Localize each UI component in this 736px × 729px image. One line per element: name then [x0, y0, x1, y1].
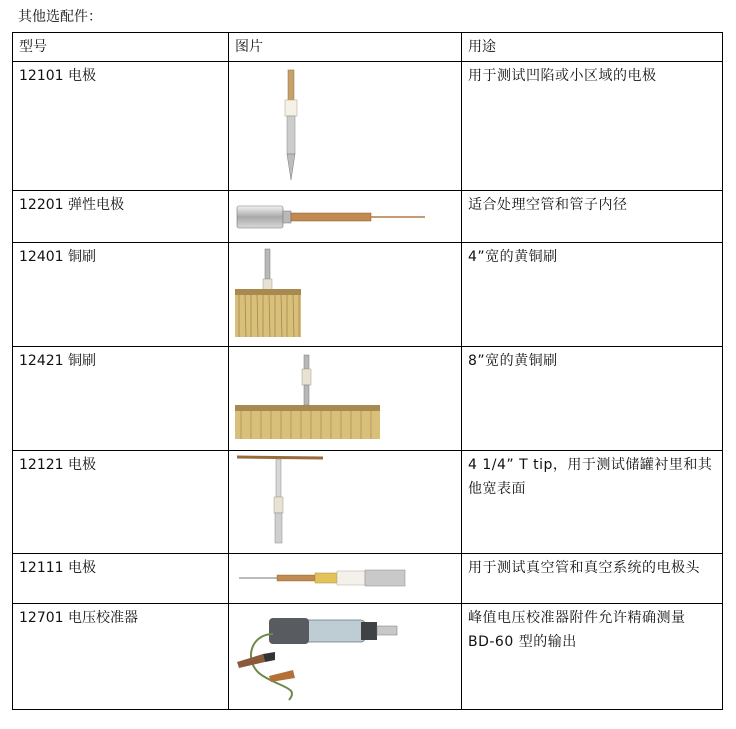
table-row: [13, 191, 723, 243]
table-row: [13, 554, 723, 604]
model-cell: 12111 电极: [13, 554, 229, 604]
thin-wire-electrode-icon: [229, 554, 462, 603]
voltage-calibrator-icon: [229, 604, 462, 709]
use-cell: 4”宽的黄铜刷: [462, 243, 723, 347]
electrode-probe-icon: [229, 62, 462, 190]
wide-brass-brush-icon: [229, 347, 462, 450]
table-row: [13, 62, 723, 191]
column-header-picture: 图片: [229, 33, 462, 62]
model-cell: 12401 铜刷: [13, 243, 229, 347]
picture-cell: [229, 62, 462, 191]
spring-electrode-icon: [229, 191, 462, 242]
model-cell: 12101 电极: [13, 62, 229, 191]
picture-cell: [229, 243, 462, 347]
t-tip-electrode-icon: [229, 451, 462, 553]
picture-cell: [229, 347, 462, 451]
model-cell: 12701 电压校准器: [13, 604, 229, 710]
use-cell: 峰值电压校准器附件允许精确测量 BD-60 型的输出: [462, 604, 723, 710]
table-row: [13, 604, 723, 710]
picture-cell: [229, 554, 462, 604]
column-header-use: 用途: [462, 33, 723, 62]
picture-cell: [229, 604, 462, 710]
brass-brush-icon: [229, 243, 462, 346]
model-cell: 12201 弹性电极: [13, 191, 229, 243]
page-heading: 其他选配件：: [18, 9, 102, 25]
table-header-row: [13, 33, 723, 62]
use-cell: 8”宽的黄铜刷: [462, 347, 723, 451]
picture-cell: [229, 191, 462, 243]
table-row: [13, 347, 723, 451]
table-row: [13, 451, 723, 554]
use-cell: 用于测试凹陷或小区域的电极: [462, 62, 723, 191]
column-header-model: 型号: [13, 33, 229, 62]
use-cell: 4 1/4” T tip，用于测试储罐衬里和其他宽表面: [462, 451, 723, 554]
accessories-table: [12, 32, 723, 710]
table-row: [13, 243, 723, 347]
model-cell: 12121 电极: [13, 451, 229, 554]
use-cell: 适合处理空管和管子内径: [462, 191, 723, 243]
use-cell: 用于测试真空管和真空系统的电极头: [462, 554, 723, 604]
model-cell: 12421 铜刷: [13, 347, 229, 451]
picture-cell: [229, 451, 462, 554]
